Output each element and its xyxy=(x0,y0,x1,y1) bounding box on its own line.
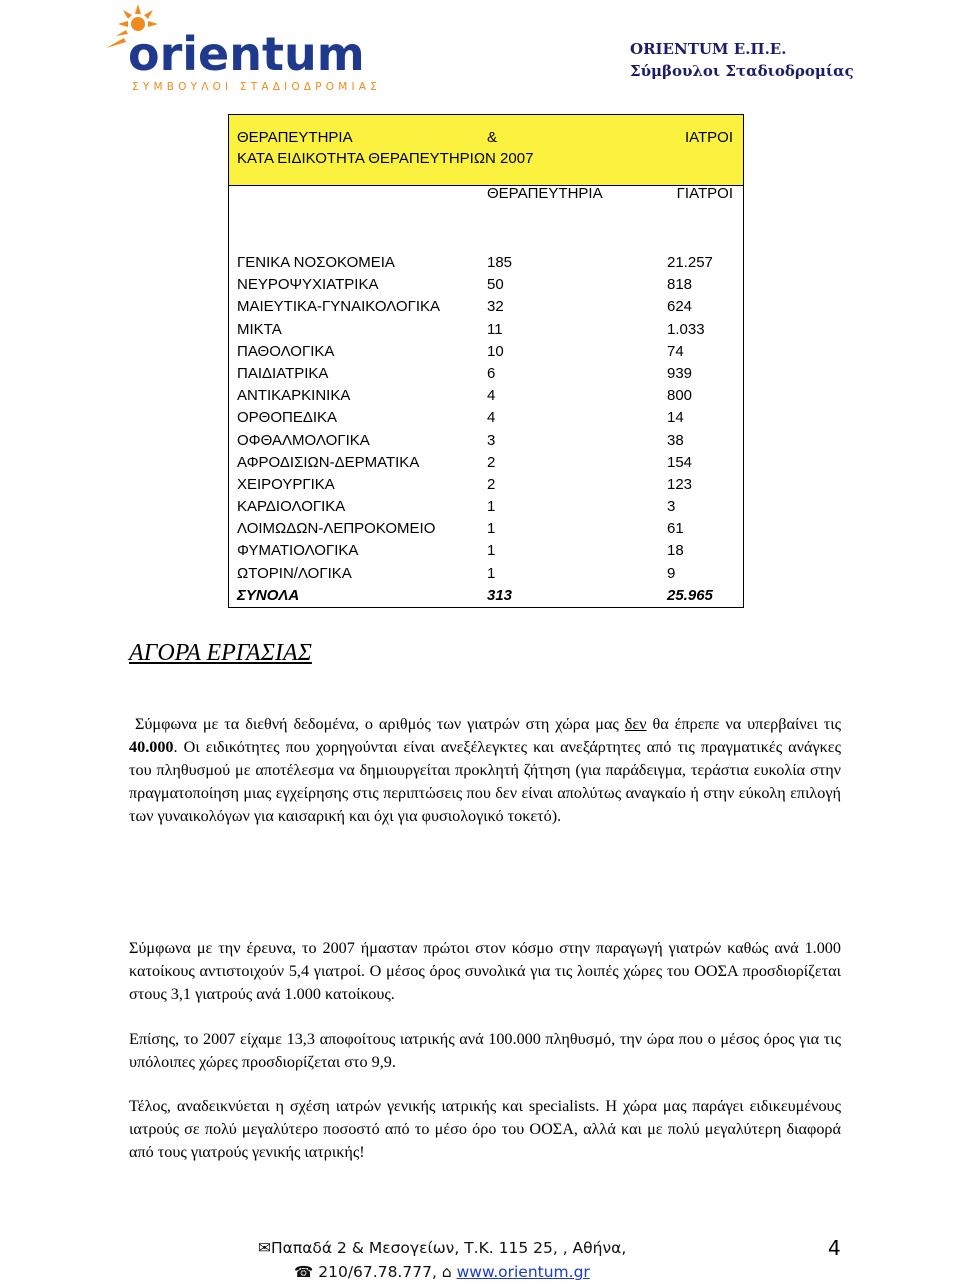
row-iatroi: 624 xyxy=(667,298,693,316)
phone-icon: ☎ xyxy=(294,1263,314,1281)
table-title-amp: & xyxy=(487,129,498,146)
row-iatroi: 21.257 xyxy=(667,254,713,271)
row-therapeftiria: 1 xyxy=(487,498,496,516)
row-iatroi: 14 xyxy=(667,409,684,427)
row-name: ΦΥΜΑΤΙΟΛΟΓΙΚΑ xyxy=(237,542,359,560)
row-iatroi: 818 xyxy=(667,276,693,294)
table-body xyxy=(229,186,743,585)
total-label: ΣΥΝΟΛΑ xyxy=(237,586,300,604)
row-iatroi: 154 xyxy=(667,453,693,471)
table-row xyxy=(229,319,743,341)
row-iatroi: 800 xyxy=(667,387,693,405)
paragraph-3: Επίσης, το 2007 είχαμε 13,3 αποφοίτους ιατρικής ανά 100.000 πληθυσμό, την ώρα που ο μέσος όρος για τις υπόλοιπες χώρες προσδιορίζεται στο 9,9. xyxy=(129,1030,841,1071)
row-name: ΝΕΥΡΟΨΥΧΙΑΤΡΙΚΑ xyxy=(237,276,379,294)
company-name: ORIENTUM Ε.Π.Ε. xyxy=(630,40,787,58)
table-row xyxy=(229,407,743,429)
table-row xyxy=(229,518,743,540)
row-therapeftiria: 50 xyxy=(487,276,504,294)
company-subtitle: Σύμβουλοι Σταδιοδρομίας xyxy=(630,62,854,80)
row-iatroi: 9 xyxy=(667,564,676,582)
row-iatroi: 18 xyxy=(667,542,684,560)
row-name: ΜΙΚΤΑ xyxy=(237,320,282,338)
table-row xyxy=(229,452,743,474)
row-therapeftiria: 6 xyxy=(487,364,496,382)
row-therapeftiria: 11 xyxy=(487,320,503,338)
p1-text-b: θα έπρεπε να υπερβαίνει τις xyxy=(646,715,841,733)
envelope-icon: ✉ xyxy=(258,1239,271,1257)
table-total-row xyxy=(229,585,743,607)
section-title: ΑΓΟΡΑ ΕΡΓΑΣΙΑΣ xyxy=(129,640,312,666)
footer-address: Παπαδά 2 & Μεσογείων, Τ.Κ. 115 25, , Αθήνα, xyxy=(271,1239,627,1257)
paragraph-1 xyxy=(129,713,841,828)
table-title-line2: ΚΑΤΑ ΕΙΔΙΚΟΤΗΤΑ ΘΕΡΑΠΕΥΤΗΡΙΩΝ 2007 xyxy=(237,150,534,167)
table-row xyxy=(229,474,743,496)
p1-text-c: . Οι ειδικότητες που χορηγούνται είναι ανεξέλεγκτες και ανεξάρτητες από τις πραγματικές ανάγκες του πληθυσμού με αποτέλεσμα να δημιουργείται προκλητή ζήτηση (για παράδειγμα, τεράστια ευκολία στην πραγματοποίηση μιας εγχείρησης στις περιπτώσεις που δεν είναι απολύτως αναγκαίο ή στην εύκολη επιλογή των γυναικολόγων για καισαρική και όχι για φυσιολογικό τοκετό). xyxy=(129,738,841,825)
row-name: ΧΕΙΡΟΥΡΓΙΚΑ xyxy=(237,475,335,493)
col-header-iatroi: ΓΙΑΤΡΟΙ xyxy=(676,185,733,202)
row-therapeftiria: 4 xyxy=(487,409,496,427)
row-therapeftiria: 4 xyxy=(487,387,496,405)
p1-underlined: δεν xyxy=(624,715,647,733)
logo-tagline: ΣΥΜΒΟΥΛΟΙ ΣΤΑΔΙΟΔΡΟΜΙΑΣ xyxy=(132,81,381,93)
orientum-logo xyxy=(98,4,478,100)
table-column-headers xyxy=(229,183,743,205)
row-name: ΑΦΡΟΔΙΣΙΩΝ-ΔΕΡΜΑΤΙΚΑ xyxy=(237,453,420,471)
row-therapeftiria: 32 xyxy=(487,298,504,316)
table-row xyxy=(229,274,743,296)
row-name: ΟΡΘΟΠΕΔΙΚΑ xyxy=(237,409,338,427)
table-title-right: ΙΑΤΡΟΙ xyxy=(684,129,733,146)
p1-text-a: Σύμφωνα με τα διεθνή δεδομένα, ο αριθμός των γιατρών στη χώρα μας xyxy=(135,715,625,733)
row-iatroi: 74 xyxy=(667,342,684,360)
row-name: ΠΑΘΟΛΟΓΙΚΑ xyxy=(237,342,335,360)
total-therapeftiria: 313 xyxy=(487,586,513,604)
logo-word: orientum xyxy=(128,27,365,81)
table-title-band xyxy=(229,115,743,186)
table-title-left: ΘΕΡΑΠΕΥΤΗΡΙΑ xyxy=(237,129,353,146)
table-row xyxy=(229,563,743,585)
row-therapeftiria: 1 xyxy=(487,542,496,560)
company-block xyxy=(630,38,854,82)
p1-bold-number: 40.000 xyxy=(129,738,174,756)
table-row xyxy=(229,540,743,562)
row-name: ΟΦΘΑΛΜΟΛΟΓΙΚΑ xyxy=(237,431,370,449)
table-row xyxy=(229,296,743,318)
page-number: 4 xyxy=(828,1236,841,1260)
row-therapeftiria: 1 xyxy=(487,520,496,538)
row-iatroi: 123 xyxy=(667,475,693,493)
logo-graphic xyxy=(98,4,478,100)
col-header-therapeftiria: ΘΕΡΑΠΕΥΤΗΡΙΑ xyxy=(487,185,603,202)
total-iatroi: 25.965 xyxy=(667,586,713,604)
footer-phone: 210/67.78.777, xyxy=(318,1263,437,1281)
footer-address-line xyxy=(258,1236,626,1260)
row-name: ΜΑΙΕΥΤΙΚΑ-ΓΥΝΑΙΚΟΛΟΓΙΚΑ xyxy=(237,298,441,316)
row-iatroi: 61 xyxy=(667,520,684,538)
table-row xyxy=(229,363,743,385)
row-name: ΓΕΝΙΚΑ ΝΟΣΟΚΟΜΕΙΑ xyxy=(237,254,395,271)
paragraph-2: Σύμφωνα με την έρευνα, το 2007 ήμασταν πρώτοι στον κόσμο στην παραγωγή γιατρών καθώς ανά 1.000 κατοίκους αντιστοιχούν 5,4 γιατροί. Ο μέσος όρος συνολικά για τις λοιπές χώρες του ΟΟΣΑ προσδιορίζεται στους 3,1 γιατρούς ανά 1.000 κατοίκους. xyxy=(129,939,841,1003)
row-therapeftiria: 185 xyxy=(487,254,513,271)
row-name: ΩΤΟΡΙΝ/ΛΟΓΙΚΑ xyxy=(237,564,352,582)
row-iatroi: 3 xyxy=(667,498,676,516)
table-row xyxy=(229,341,743,363)
row-iatroi: 1.033 xyxy=(667,320,705,338)
row-name: ΑΝΤΙΚΑΡΚΙΝΙΚΑ xyxy=(237,387,351,405)
table-row xyxy=(229,252,743,274)
row-name: ΚΑΡΔΙΟΛΟΓΙΚΑ xyxy=(237,498,346,516)
doctors-table xyxy=(228,114,744,608)
globe-icon: ⌂ xyxy=(441,1263,452,1281)
table-row xyxy=(229,496,743,518)
footer-contact-line xyxy=(294,1260,590,1284)
row-therapeftiria: 1 xyxy=(487,564,496,582)
row-iatroi: 939 xyxy=(667,364,693,382)
row-name: ΛΟΙΜΩΔΩΝ-ΛΕΠΡΟΚΟΜΕΙΟ xyxy=(237,520,436,538)
table-row xyxy=(229,385,743,407)
row-therapeftiria: 2 xyxy=(487,453,496,471)
row-iatroi: 38 xyxy=(667,431,684,449)
table-row xyxy=(229,430,743,452)
row-therapeftiria: 2 xyxy=(487,475,496,493)
row-therapeftiria: 3 xyxy=(487,431,496,449)
paragraph-4: Τέλος, αναδεικνύεται η σχέση ιατρών γενικής ιατρικής και specialists. Η χώρα μας παράγει ειδικευμένους ιατρούς σε πολύ μεγαλύτερο ποσοστό από το μέσο όρο του ΟΟΣΑ, αλλά και με πολύ μεγαλύτερη διαφορά από τους γιατρούς γενικής ιατρικής! xyxy=(129,1097,841,1161)
row-therapeftiria: 10 xyxy=(487,342,504,360)
row-name: ΠΑΙΔΙΑΤΡΙΚΑ xyxy=(237,364,329,382)
footer-website-link[interactable]: www.orientum.gr xyxy=(456,1263,590,1281)
